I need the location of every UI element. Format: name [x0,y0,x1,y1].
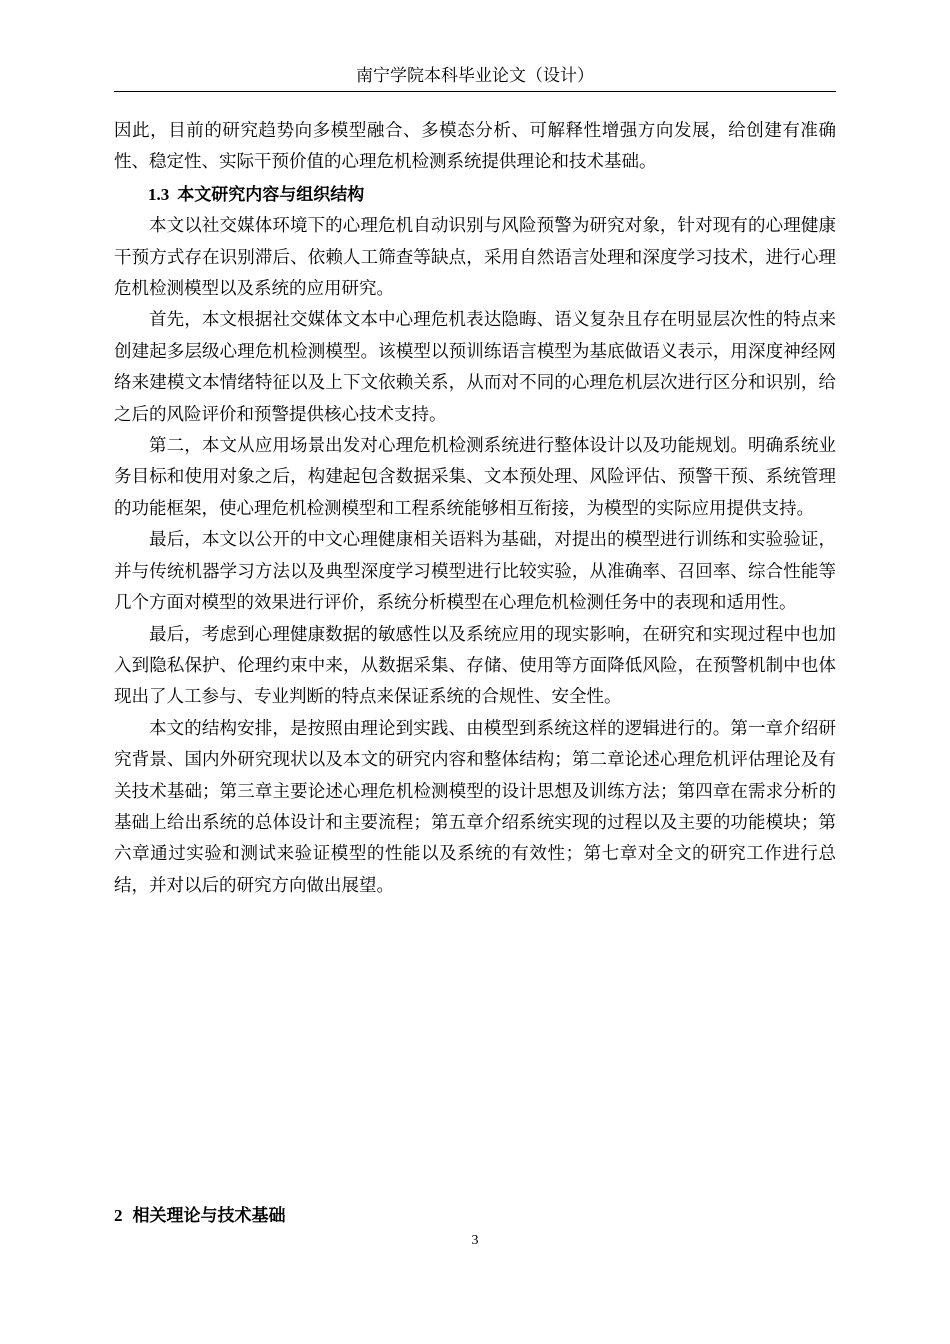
section-heading [114,179,836,211]
page-number: 3 [471,1233,479,1248]
chapter-title: 相关理论与技术基础 [132,1206,286,1226]
section-number: 1.3 [148,184,170,204]
header-rule [114,91,836,92]
body-text [114,116,836,902]
paragraph-privacy: 最后，考虑到心理健康数据的敏感性以及系统应用的现实影响，在研究和实现过程中也加入到隐私保护、伦理约束中来，从数据采集、存储、使用等方面降低风险，在预警机制中也体现出了人工参与、专业判断的特点来保证系统的合规性、安全性。 [114,624,836,708]
paragraph-system-design: 第二，本文从应用场景出发对心理危机检测系统进行整体设计以及功能规划。明确系统业务目标和使用对象之后，构建起包含数据采集、文本预处理、风险评估、预警干预、系统管理的功能框架，使心理危机检测模型和工程系统能够相互衔接，为模型的实际应用提供支持。 [114,436,836,519]
paragraph-research-object: 本文以社交媒体环境下的心理危机自动识别与风险预警为研究对象，针对现有的心理健康干预方式存在识别滞后、依赖人工筛查等缺点，采用自然语言处理和深度学习技术，进行心理危机检测模型以及系统的应用研究。 [114,216,836,300]
section-title: 本文研究内容与组织结构 [177,184,365,205]
chapter-heading [114,1202,286,1230]
chapter-number: 2 [114,1206,123,1225]
paragraph-continuation: 因此，目前的研究趋势向多模型融合、多模态分析、可解释性增强方向发展，给创建有准确性、稳定性、实际干预价值的心理危机检测系统提供理论和技术基础。 [114,121,836,173]
paragraph-experiments: 最后，本文以公开的中文心理健康相关语料为基础，对提出的模型进行训练和实验验证，并与传统机器学习方法以及典型深度学习模型进行比较实验，从准确率、召回率、综合性能等几个方面对模型的效果进行评价，系统分析模型在心理危机检测任务中的表现和适用性。 [114,530,836,614]
paragraph-structure: 本文的结构安排，是按照由理论到实践、由模型到系统这样的逻辑进行的。第一章介绍研究背景、国内外研究现状以及本文的研究内容和整体结构；第二章论述心理危机评估理论及有关技术基础；第三章主要论述心理危机检测模型的设计思想及训练方法；第四章在需求分析的基础上给出系统的总体设计和主要流程；第五章介绍系统实现的过程以及主要的功能模块；第六章通过实验和测试来验证模型的性能以及系统的有效性；第七章对全文的研究工作进行总结，并对以后的研究方向做出展望。 [114,718,836,896]
running-header: 南宁学院本科毕业论文（设计） [356,66,594,86]
paragraph-model: 首先，本文根据社交媒体文本中心理危机表达隐晦、语义复杂且存在明显层次性的特点来创建起多层级心理危机检测模型。该模型以预训练语言模型为基底做语义表示，用深度神经网络来建模文本情绪特征以及上下文依赖关系，从而对不同的心理危机层次进行区分和识别，给之后的风险评价和预警提供核心技术支持。 [114,310,836,425]
